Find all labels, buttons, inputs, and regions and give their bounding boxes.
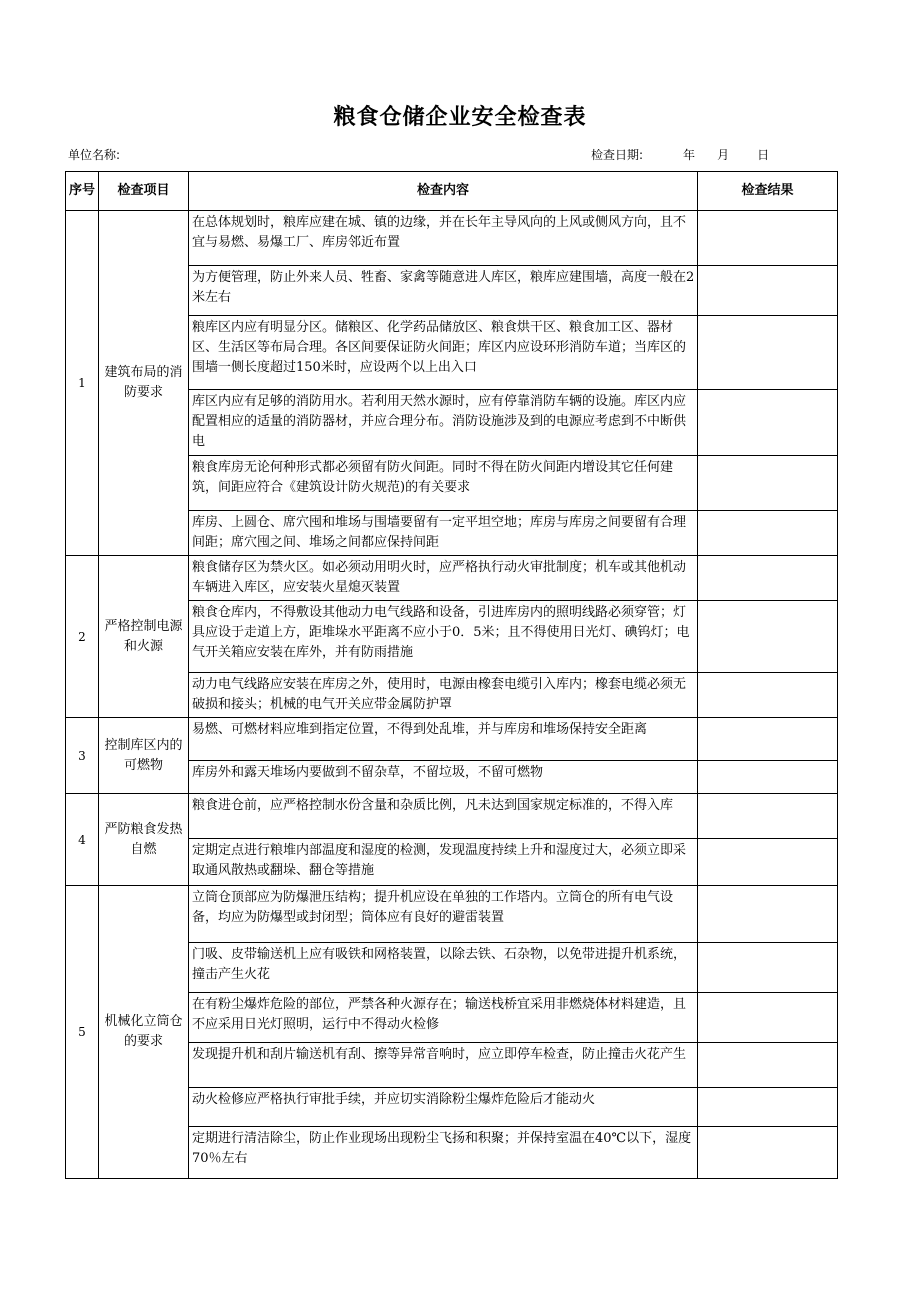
- table-row: [66, 886, 838, 943]
- check-content: 库房外和露天堆场内要做到不留杂草，不留垃圾，不留可燃物: [189, 761, 698, 794]
- check-content: 粮食库房无论何种形式都必须留有防火间距。同时不得在防火间距内增设其它任何建筑，间距应符合《建筑设计防火规范)的有关要求: [189, 456, 698, 511]
- check-content: 库房、上圆仓、席穴囤和堆场与围墙要留有一定平坦空地；库房与库房之间要留有合理间距；席穴囤之间、堆场之间都应保持间距: [189, 511, 698, 556]
- unit-name-label: 单位名称:: [68, 148, 121, 162]
- check-content: 立筒仓顶部应为防爆泄压结构；提升机应设在单独的工作塔内。立筒仓的所有电气设备，均应为防爆型或封闭型；筒体应有良好的避雷装置: [189, 886, 698, 943]
- check-content: 粮库区内应有明显分区。储粮区、化学药品储放区、粮食烘干区、粮食加工区、器材区、生活区等布局合理。各区间要保证防火间距；库区内应设环形消防车道；当库区的围墙一侧长度超过150米时，应设两个以上出入口: [189, 316, 698, 390]
- header-result: 检查结果: [698, 172, 838, 211]
- check-date-label: 检查日期:: [591, 148, 644, 162]
- header-item: 检查项目: [99, 172, 189, 211]
- safety-checklist-table: [65, 171, 838, 1179]
- row-number: 4: [66, 794, 99, 886]
- check-content: 定期定点进行粮堆内部温度和湿度的检测，发现温度持续上升和湿度过大，必须立即采取通风散热或翻垛、翻仓等措施: [189, 839, 698, 886]
- check-item: 严防粮食发热自燃: [99, 794, 189, 886]
- check-result-cell[interactable]: [698, 673, 838, 718]
- row-number: 3: [66, 718, 99, 794]
- check-result-cell[interactable]: [698, 1088, 838, 1127]
- date-month-label: 月: [717, 148, 730, 162]
- check-content: 库区内应有足够的消防用水。若利用天然水源时，应有停靠消防车辆的设施。库区内应配置相应的适量的消防器材，并应合理分布。消防设施涉及到的电源应考虑到不中断供电: [189, 390, 698, 456]
- check-content: 粮食进仓前，应严格控制水份含量和杂质比例，凡未达到国家规定标准的，不得入库: [189, 794, 698, 839]
- check-item: 建筑布局的消防要求: [99, 211, 189, 556]
- check-item: 严格控制电源和火源: [99, 556, 189, 718]
- check-item: 控制库区内的可燃物: [99, 718, 189, 794]
- check-result-cell[interactable]: [698, 839, 838, 886]
- row-number: 2: [66, 556, 99, 718]
- check-result-cell[interactable]: [698, 601, 838, 673]
- check-result-cell[interactable]: [698, 390, 838, 456]
- table-row: [66, 556, 838, 601]
- check-content: 为方便管理，防止外来人员、牲畜、家禽等随意进人库区，粮库应建围墙，高度一般在2米左右: [189, 266, 698, 316]
- check-item: 机械化立筒仓的要求: [99, 886, 189, 1179]
- check-content: 粮食储存区为禁火区。如必须动用明火时，应严格执行动火审批制度；机车或其他机动车辆进入库区，应安装火星熄灭装置: [189, 556, 698, 601]
- check-result-cell[interactable]: [698, 886, 838, 943]
- table-body: [66, 211, 838, 1179]
- check-result-cell[interactable]: [698, 993, 838, 1043]
- check-result-cell[interactable]: [698, 511, 838, 556]
- header-no: 序号: [66, 172, 99, 211]
- check-content: 发现提升机和刮片输送机有刮、擦等异常音响时，应立即停车检查，防止撞击火花产生: [189, 1043, 698, 1088]
- header-content: 检查内容: [189, 172, 698, 211]
- check-result-cell[interactable]: [698, 794, 838, 839]
- check-content: 在有粉尘爆炸危险的部位，严禁各种火源存在；输送栈桥宜采用非燃烧体材料建造，且不应采用日光灯照明，运行中不得动火检修: [189, 993, 698, 1043]
- table-row: [66, 794, 838, 839]
- check-content: 在总体规划时，粮库应建在城、镇的边缘，并在长年主导风向的上风或侧风方向，且不宜与易燃、易爆工厂、库房邻近布置: [189, 211, 698, 266]
- check-result-cell[interactable]: [698, 943, 838, 993]
- check-content: 定期进行清洁除尘，防止作业现场出现粉尘飞扬和积聚；并保持室温在40℃以下，湿度70％左右: [189, 1127, 698, 1179]
- check-result-cell[interactable]: [698, 556, 838, 601]
- check-result-cell[interactable]: [698, 456, 838, 511]
- check-content: 易燃、可燃材料应堆到指定位置，不得到处乱堆，并与库房和堆场保持安全距离: [189, 718, 698, 761]
- page-title: 粮食仓储企业安全检查表: [333, 105, 587, 130]
- date-year-label: 年: [683, 148, 696, 162]
- check-content: 门吸、皮带输送机上应有吸铁和网格装置，以除去铁、石杂物，以免带进提升机系统，撞击产生火花: [189, 943, 698, 993]
- check-result-cell[interactable]: [698, 718, 838, 761]
- row-number: 5: [66, 886, 99, 1179]
- check-result-cell[interactable]: [698, 1127, 838, 1179]
- check-content: 动火检修应严格执行审批手续，并应切实消除粉尘爆炸危险后才能动火: [189, 1088, 698, 1127]
- table-row: [66, 211, 838, 266]
- check-result-cell[interactable]: [698, 1043, 838, 1088]
- check-content: 动力电气线路应安装在库房之外，使用时，电源由橡套电缆引入库内；橡套电缆必须无破损和接头；机械的电气开关应带金属防护罩: [189, 673, 698, 718]
- check-result-cell[interactable]: [698, 316, 838, 390]
- check-result-cell[interactable]: [698, 266, 838, 316]
- row-number: 1: [66, 211, 99, 556]
- check-result-cell[interactable]: [698, 211, 838, 266]
- check-result-cell[interactable]: [698, 761, 838, 794]
- table-row: [66, 718, 838, 761]
- check-content: 粮食仓库内，不得敷设其他动力电气线路和设备，引进库房内的照明线路必须穿管；灯具应设于走道上方，距堆垛水平距离不应小于0．5米；且不得使用日光灯、碘钨灯；电气开关箱应安装在库外，并有防雨措施: [189, 601, 698, 673]
- table-header-row: [66, 172, 838, 211]
- check-date: [591, 146, 769, 163]
- date-day-label: 日: [757, 148, 770, 162]
